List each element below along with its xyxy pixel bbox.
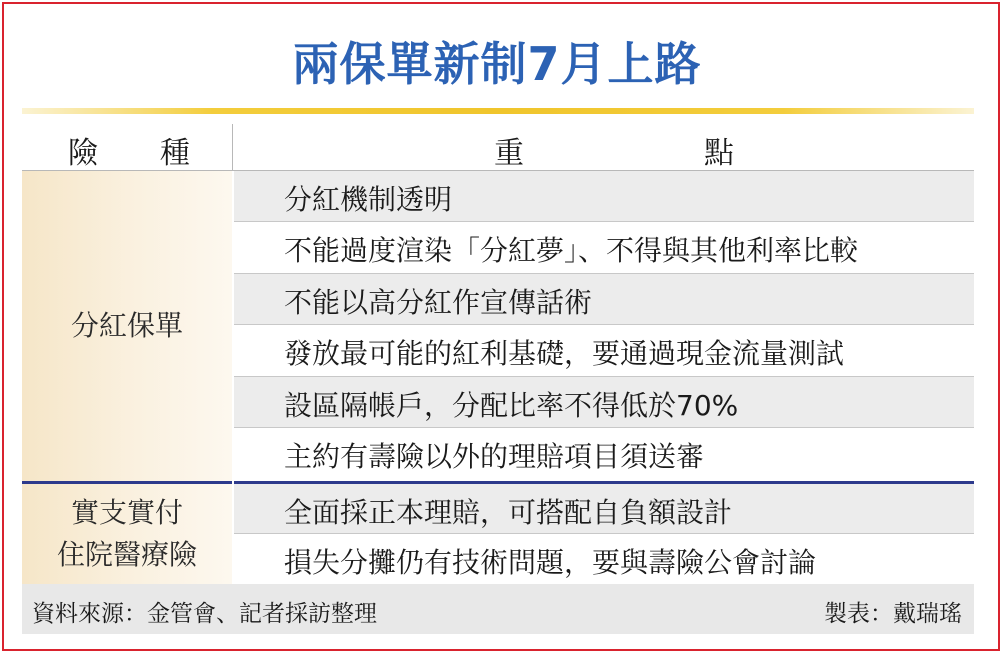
row-text: 主約有壽險以外的理賠項目須送審 xyxy=(284,440,705,473)
table-row xyxy=(234,534,974,584)
row-text: 全面採正本理賠，可搭配自負額設計 xyxy=(284,496,733,529)
row-text: 損失分攤仍有技術問題，要與壽險公會討論 xyxy=(284,546,817,579)
category-label-line-1: 實支實付 xyxy=(70,496,183,529)
title-underline xyxy=(22,108,974,114)
header-points xyxy=(232,118,974,170)
row-text: 不能過度渲染「分紅夢」、不得與其他利率比較 xyxy=(284,234,859,267)
table-row xyxy=(234,171,974,222)
table-row xyxy=(234,484,974,534)
source-note: 資料來源：金管會、記者採訪整理 xyxy=(32,601,377,627)
category-label-line-2: 住院醫療險 xyxy=(56,538,197,571)
maker-credit: 製表：戴瑞瑤 xyxy=(824,601,962,627)
table-row xyxy=(234,325,974,377)
header-type xyxy=(22,118,232,170)
row-text: 分紅機制透明 xyxy=(284,183,453,216)
header-points-char-2: 點 xyxy=(704,136,734,171)
table-row xyxy=(234,377,974,428)
table-header xyxy=(22,118,974,171)
row-text: 不能以高分紅作宣傳話術 xyxy=(284,286,593,319)
category-label: 分紅保單 xyxy=(70,309,183,342)
table-row xyxy=(234,274,974,325)
category-cell-dividend-policy xyxy=(22,171,232,481)
page-title: 兩保單新制7月上路 xyxy=(292,37,702,91)
row-text: 發放最可能的紅利基礎，要通過現金流量測試 xyxy=(284,337,845,370)
column-divider xyxy=(232,171,234,584)
table-row xyxy=(234,428,974,481)
table-row xyxy=(234,222,974,274)
footer-bar xyxy=(22,584,974,634)
header-type-char-2: 種 xyxy=(160,136,190,171)
row-text: 設區隔帳戶，分配比率不得低於70% xyxy=(284,389,739,422)
header-column-divider xyxy=(232,124,233,170)
header-type-char-1: 險 xyxy=(68,136,98,171)
header-points-char-1: 重 xyxy=(494,136,524,171)
category-cell-medical-insurance xyxy=(22,484,232,584)
